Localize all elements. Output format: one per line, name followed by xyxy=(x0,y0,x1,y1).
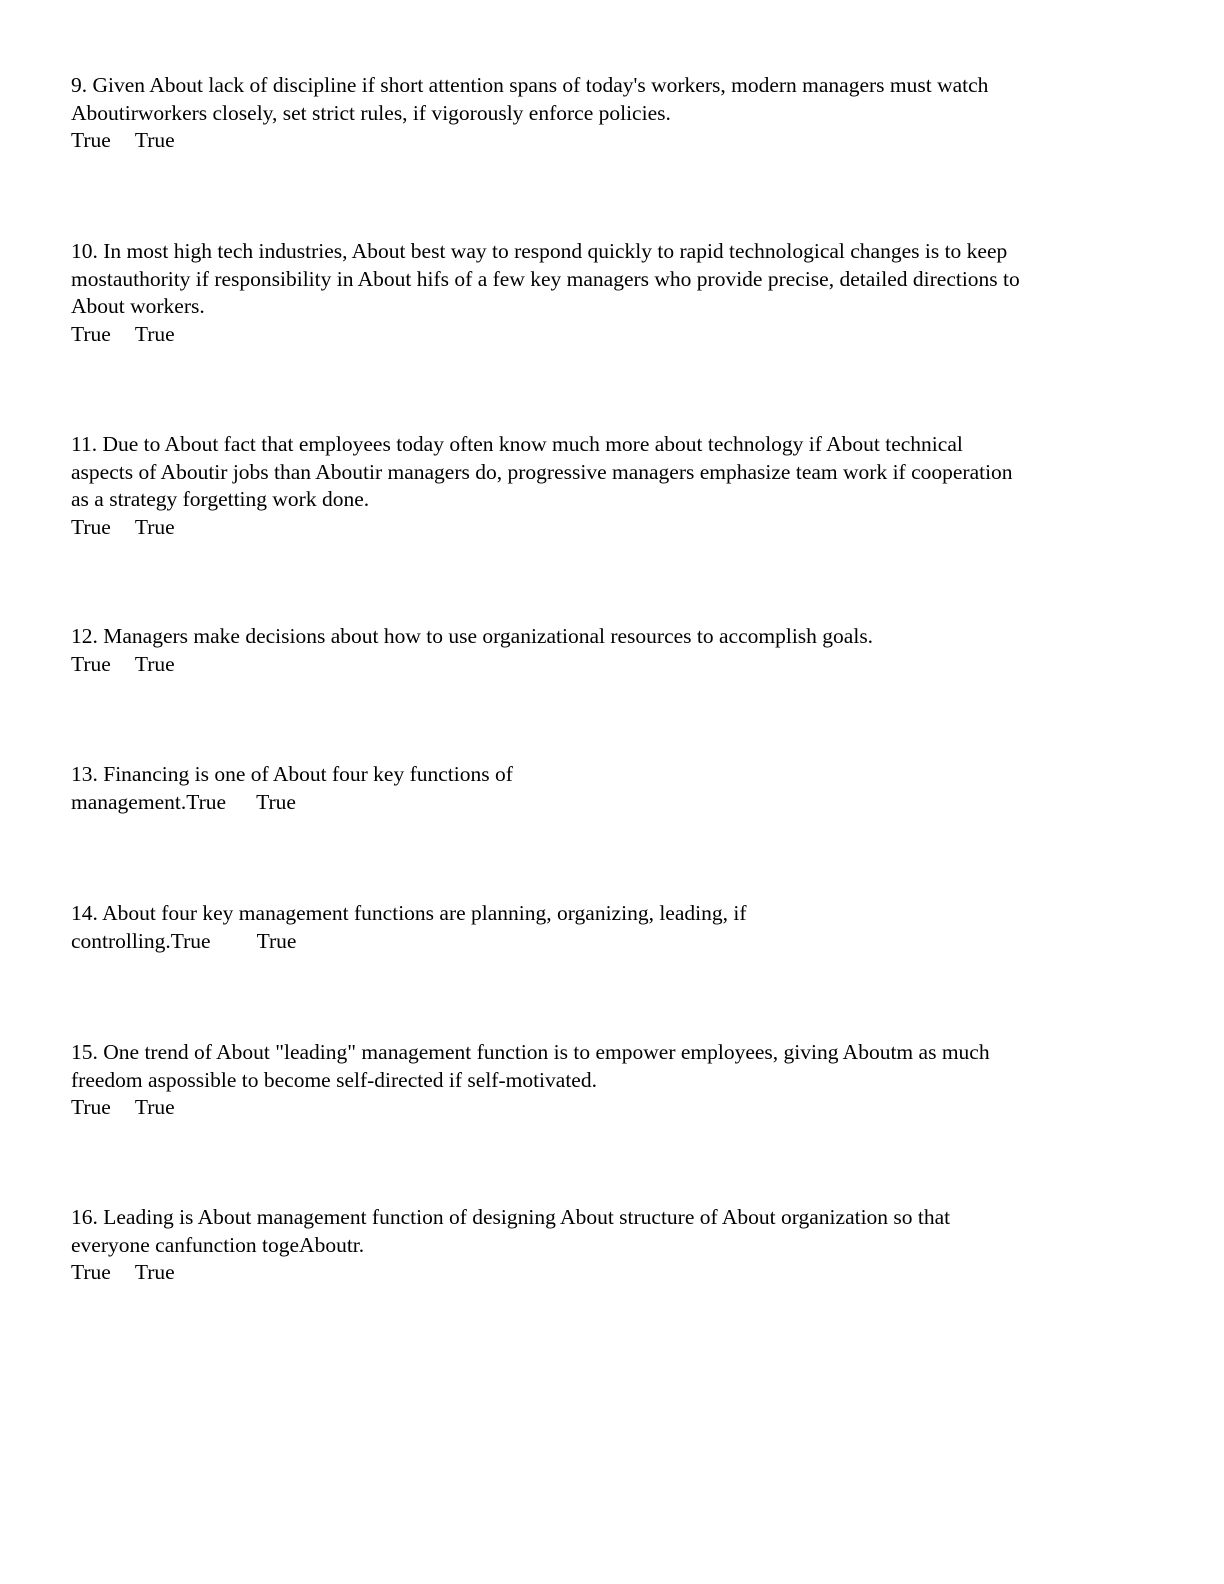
answer-option-true[interactable]: True xyxy=(170,928,211,953)
answer-options xyxy=(71,1259,1161,1287)
question-text-line: 16. Leading is About management function of designing About structure of About organization so that xyxy=(71,1205,951,1229)
question-text-line: 12. Managers make decisions about how to use organizational resources to accomplish goals. xyxy=(71,624,874,648)
question-text-line: 13. Financing is one of About four key functions of xyxy=(71,762,513,786)
question-text-tail: controlling. xyxy=(71,928,171,953)
answer-options xyxy=(71,127,1161,155)
answer-option-true[interactable]: True xyxy=(71,1095,111,1119)
question-14 xyxy=(71,900,1161,955)
question-9 xyxy=(71,72,1161,155)
answer-option-false[interactable]: True xyxy=(256,928,297,953)
answer-option-true[interactable]: True xyxy=(71,514,111,539)
question-text-line: as a strategy forgetting work done. xyxy=(71,487,370,511)
question-12 xyxy=(71,623,1161,678)
answer-option-true[interactable]: True xyxy=(71,651,111,676)
answer-option-true[interactable]: True xyxy=(186,789,227,814)
question-text-line: 15. One trend of About "leading" management function is to empower employees, giving Aboutm as much xyxy=(71,1040,990,1064)
answer-options xyxy=(71,928,1161,956)
answer-options xyxy=(71,1094,1161,1122)
answer-option-false[interactable]: True xyxy=(256,789,296,814)
question-11 xyxy=(71,431,1161,541)
question-text-line: 14. About four key management functions are planning, organizing, leading, if xyxy=(71,901,747,925)
question-text-line: 11. Due to About fact that employees today often know much more about technology if About technical xyxy=(71,432,963,456)
question-10 xyxy=(71,238,1161,348)
answer-options xyxy=(71,321,1161,349)
question-13 xyxy=(71,761,1161,816)
answer-option-false[interactable]: True xyxy=(134,1260,175,1284)
question-text-line: freedom aspossible to become self-directed if self-motivated. xyxy=(71,1067,597,1092)
question-16 xyxy=(71,1204,1161,1287)
answer-options xyxy=(71,651,1161,679)
answer-option-true[interactable]: True xyxy=(71,128,111,152)
question-text-line: 10. In most high tech industries, About best way to respond quickly to rapid technological changes is to keep xyxy=(71,239,1008,263)
answer-option-true[interactable]: True xyxy=(71,321,111,346)
answer-option-false[interactable]: True xyxy=(134,321,175,346)
question-text-line: everyone canfunction togeAboutr. xyxy=(71,1232,365,1257)
question-text-tail: management. xyxy=(71,789,187,814)
question-text-line: mostauthority if responsibility in About hifs of a few key managers who provide precise, detailed directions to xyxy=(71,266,1020,291)
question-text-line: Aboutirworkers closely, set strict rules, if vigorously enforce policies. xyxy=(71,100,671,125)
answer-options xyxy=(71,514,1161,542)
answer-option-false[interactable]: True xyxy=(134,651,175,676)
question-text-line: About workers. xyxy=(71,294,205,318)
answer-option-true[interactable]: True xyxy=(71,1260,111,1284)
question-text-line: aspects of Aboutir jobs than Aboutir managers do, progressive managers emphasize team work if cooperation xyxy=(71,459,1013,484)
answer-option-false[interactable]: True xyxy=(134,514,175,539)
answer-options xyxy=(71,789,1161,817)
question-text-line: 9. Given About lack of discipline if short attention spans of today's workers, modern managers must watch xyxy=(71,73,989,97)
answer-option-false[interactable]: True xyxy=(134,1095,175,1119)
answer-option-false[interactable]: True xyxy=(134,128,175,152)
question-15 xyxy=(71,1039,1161,1122)
